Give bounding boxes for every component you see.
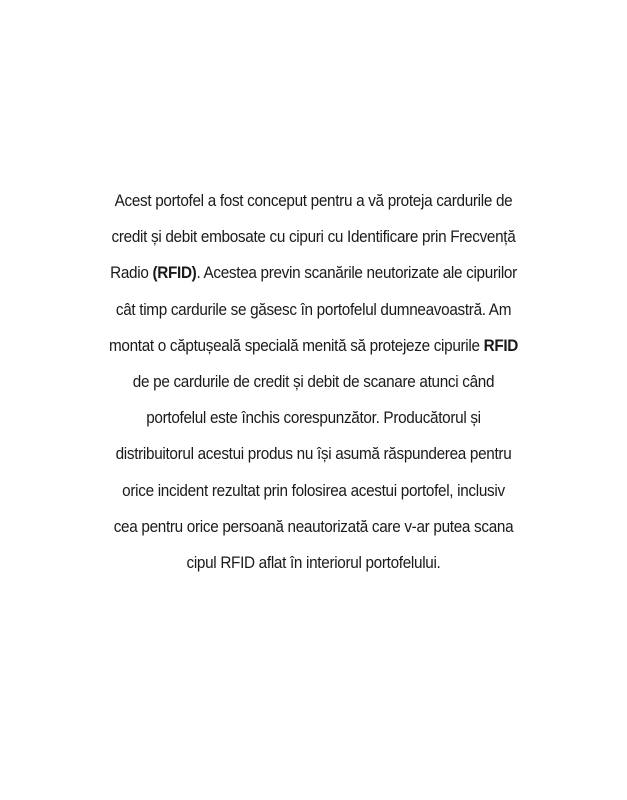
- notice-line: credit și debit embosate cu cipuri cu Identificare prin Frecvență: [111, 227, 516, 247]
- notice-line: montat o căptușeală specială menită să protejeze cipurile: [108, 335, 484, 355]
- rfid-bold-term: RFID: [483, 335, 519, 355]
- notice-line: cipul RFID aflat în interiorul portofelului.: [186, 553, 441, 573]
- notice-line: de pe cardurile de credit și debit de scanare atunci când: [132, 372, 495, 392]
- notice-line: cât timp cardurile se găsesc în portofelul dumneavoastră. Am: [115, 299, 512, 319]
- notice-line: . Acestea previn scanările neutorizate ale cipurilor: [196, 263, 517, 283]
- notice-line: orice incident rezultat prin folosirea acestui portofel, inclusiv: [122, 480, 505, 500]
- notice-line: Acest portofel a fost conceput pentru a vă proteja cardurile de: [114, 191, 513, 210]
- notice-line: cea pentru orice persoană neautorizată care v-ar putea scana: [113, 516, 514, 536]
- rfid-notice-paragraph: [85, 183, 541, 581]
- notice-line: Radio: [110, 263, 153, 283]
- notice-line: portofelul este închis corespunzător. Producătorul și: [146, 408, 481, 428]
- notice-line: distribuitorul acestui produs nu își asumă răspunderea pentru: [115, 444, 512, 464]
- rfid-bold-term: (RFID): [152, 263, 197, 283]
